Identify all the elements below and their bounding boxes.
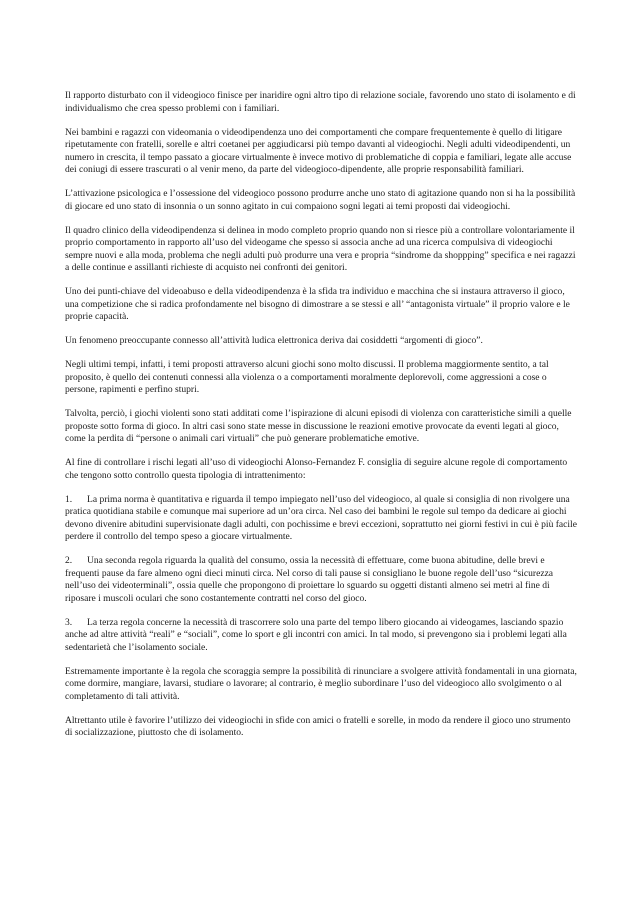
rule-number: 1. [65, 493, 73, 505]
rule-item [65, 555, 577, 605]
paragraph: L’attivazione psicologica e l’ossessione del videogioco possono produrre anche uno stato di agitazione quando non si ha la possibilità di giocare ed uno stato di insonnia o un sonno agitato in cui compaiono sogni legati ai temi proposti dai videogiochi. [65, 188, 576, 212]
document-body [65, 90, 577, 751]
paragraph: Altrettanto utile è favorire l’utilizzo dei videogiochi in sfide con amici o fratelli e sorelle, in modo da rendere il gioco uno strumento di socializzazione, piuttosto che di isolamento. [65, 714, 571, 738]
rule-item [65, 494, 577, 544]
paragraph: Estremamente importante è la regola che scoraggia sempre la possibilità di rinunciare a svolgere attività fondamentali in una giornata, come dormire, mangiare, lavarsi, studiare o lavorare; al contrario, è meglio subordinare l’uso del videogioco allo svolgimento o al completamento di tali attività. [65, 665, 577, 702]
paragraph: Al fine di controllare i rischi legati all’uso di videogiochi Alonso-Fernandez F. consiglia di seguire alcune regole di comportamento che tengono sotto controllo questa tipologia di intrattenimento: [65, 457, 568, 481]
rule-item [65, 617, 577, 655]
rule-text: Una seconda regola riguarda la qualità del consumo, ossia la necessità di effettuare, come buona abitudine, delle brevi e frequenti pause da fare almeno ogni dieci minuti circa. Nel corso di tali pause si consigliano le buone regole dell’uso “sicurezza nell’uso dei videoterminali”, ossia quelle che propongono di proiettare lo sguardo su oggetti distanti almeno sei metri al fine di riposare i muscoli oculari che sono costantemente contratti nel corso del gioco. [65, 555, 554, 604]
paragraph: Il quadro clinico della videodipendenza si delinea in modo completo proprio quando non si riesce più a controllare volontariamente il proprio comportamento in rapporto all’uso del videogame che spesso si associa anche ad una ricerca compulsiva di videogiochi sempre nuovi e alla moda, problema che negli adulti può produrre una vera e propria “sindrome da shoppping” specifica e nei ragazzi a delle continue e assillanti richieste di acquisto nei confronti dei genitori. [65, 224, 576, 273]
paragraph: Nei bambini e ragazzi con videomania o videodipendenza uno dei comportamenti che compare frequentemente è quello di litigare ripetutamente con fratelli, sorelle e altri coetanei per aggiudicarsi più tempo davanti al videogiochi. Negli adulti videodipendenti, un numero in crescita, il tempo passato a giocare virtualmente è invece motivo di problematiche di coppia e familiari, legate alle accuse dei coniugi di essere trascurati o al venir meno, da parte del videogioco-dipendente, alle proprie responsabilità familiari. [65, 126, 572, 175]
paragraph: Negli ultimi tempi, infatti, i temi proposti attraverso alcuni giochi sono molto discussi. Il problema maggiormente sentito, a tal proposito, è quello dei contenuti connessi alla violenza o a comportamenti moralmente deplorevoli, come aggressioni a cose o persone, rapimenti e perfino stupri. [65, 359, 549, 395]
rule-text: La terza regola concerne la necessità di trascorrere solo una parte del tempo libero giocando ai videogames, lasciando spazio anche ad altre attività “reali” e “sociali”, come lo sport e gli incontri con amici. In tal modo, si prevengono sia i problemi legati alla sedentarietà che l’isolamento sociale. [65, 616, 567, 653]
paragraph: Un fenomeno preoccupante connesso all’attività ludica elettronica deriva dai cosiddetti “argomenti di gioco”. [65, 335, 483, 346]
rule-number: 2. [65, 555, 73, 566]
rule-number: 3. [65, 616, 73, 628]
paragraph: Il rapporto disturbato con il videogioco finisce per inaridire ogni altro tipo di relazione sociale, favorendo uno stato di isolamento e di individualismo che crea spesso problemi con i familiari. [65, 90, 576, 114]
paragraph: Talvolta, perciò, i giochi violenti sono stati additati come l’ispirazione di alcuni episodi di violenza con caratteristiche simili a quelle proposte sotto forma di gioco. In altri casi sono state messe in discussione le reazioni emotive provocate da eventi legati al gioco, come la perdita di “persone o animali cari virtuali” che può generare problematiche emotive. [65, 408, 572, 444]
rule-text: La prima norma è quantitativa e riguarda il tempo impiegato nell’uso del videogioco, al quale si consiglia di non rivolgere una pratica quotidiana stabile e comunque mai superiore ad un’ora circa. Nel caso dei bambini le regole sul tempo da dedicare ai giochi devono divenire abitudini supervisionate dagli adulti, con pochissime e brevi eccezioni, soprattutto nei giorni festivi in cui è più facile perdere il controllo del tempo speso a giocare virtualmente. [65, 493, 577, 542]
paragraph: Uno dei punti-chiave del videoabuso e della videodipendenza è la sfida tra individuo e macchina che si instaura attraverso il gioco, una competizione che si radica profondamente nel bisogno di dimostrare a se stessi e all’ “antagonista virtuale” il proprio valore e le proprie capacità. [65, 286, 570, 322]
